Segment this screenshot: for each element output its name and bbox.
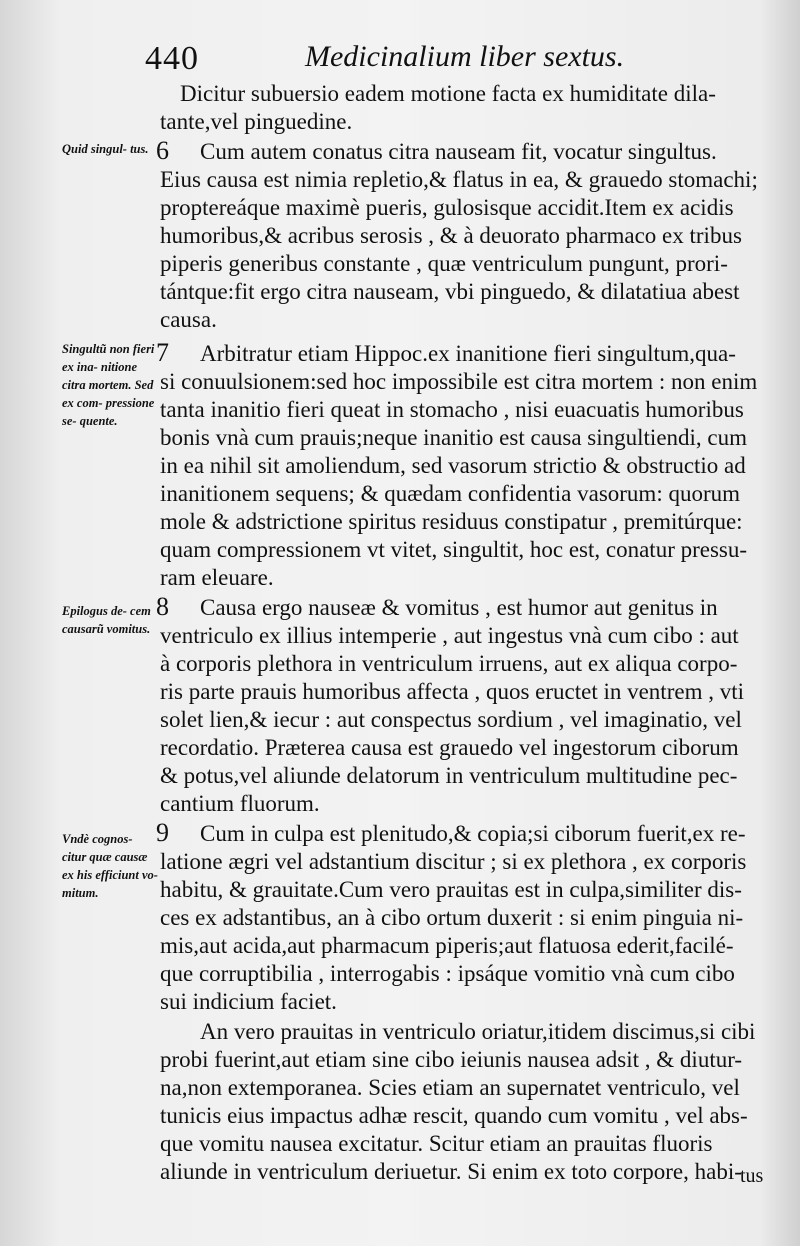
- text-line: bonis vnà cum prauis;neque inanitio est causa singultiendi, cum: [160, 425, 748, 450]
- text-line: tántque:fit ergo citra nauseam, vbi pinguedo, & dilatatiua abest: [160, 279, 740, 304]
- text-line: in ea nihil sit amoliendum, sed vasorum strictio & obstructio ad: [160, 453, 746, 478]
- paragraph-number: 6: [156, 136, 169, 165]
- paragraph-number: 8: [156, 592, 169, 621]
- text-line: Cum in culpa est plenitudo,& copia;si ciborum fuerit,ex re-: [200, 821, 746, 846]
- text-line: Cum autem conatus citra nauseam fit, vocatur singultus.: [200, 139, 717, 164]
- text-line: ris parte prauis humoribus affecta , quos eructet in ventrem , vti: [160, 679, 744, 704]
- text-line: probi fuerint,aut etiam sine cibo ieiunis nausea adsit , & diutur-: [160, 1047, 743, 1072]
- text-line: Arbitratur etiam Hippoc.ex inanitione fieri singultum,qua-: [200, 341, 736, 366]
- text-line: aliunde in ventriculum deriuetur. Si enim ex toto corpore, habi-: [160, 1159, 742, 1184]
- text-line: si conuulsionem:sed hoc impossibile est citra mortem : non enim: [160, 369, 758, 394]
- text-line: ram eleuare.: [160, 565, 274, 590]
- text-line: An vero prauitas in ventriculo oriatur,itidem discimus,si cibi: [200, 1019, 756, 1044]
- text-line: recordatio. Præterea causa est grauedo vel ingestorum ciborum: [160, 735, 739, 760]
- text-line: inanitionem sequens; & quædam confidentia vasorum: quorum: [160, 481, 741, 506]
- text-line: ces ex adstantibus, an à cibo ortum duxerit : si enim pinguia ni-: [160, 905, 744, 930]
- margin-note: Quid singul- tus.: [62, 142, 149, 156]
- margin-note: Epilogus de- cem causarũ vomitus.: [62, 604, 151, 636]
- text-line: humoribus,& acribus serosis , & à deuorato pharmaco ex tribus: [160, 223, 742, 248]
- text-line: causa.: [160, 307, 217, 332]
- text-line: tunicis eius impactus adhæ rescit, quando cum vomitu , vel abs-: [160, 1103, 748, 1128]
- page-number: 440: [145, 40, 199, 77]
- running-title: Medicinalium liber sextus.: [305, 40, 625, 73]
- catchword: tus: [740, 1165, 764, 1187]
- text-line: latione ægri vel adstantium discitur ; si ex plethora , ex corporis: [160, 849, 747, 874]
- text-line: que corruptibilia , interrogabis : ipsáque vomitio vnà cum cibo: [160, 961, 735, 986]
- text-line: ventriculo ex illius intemperie , aut ingestus vnà cum cibo : aut: [160, 623, 739, 648]
- paragraph-number: 9: [156, 818, 169, 847]
- text-line: Causa ergo nauseæ & vomitus , est humor aut genitus in: [200, 595, 718, 620]
- text-line: mis,aut acida,aut pharmacum piperis;aut flatuosa ederit,facilé-: [160, 933, 734, 958]
- text-line: & potus,vel aliunde delatorum in ventriculum multitudine pec-: [160, 763, 738, 788]
- text-line: mole & adstrictione spiritus residuus constipatur , premitúrque:: [160, 509, 743, 534]
- text-line: Eius causa est nimia repletio,& flatus in ea, & grauedo stomachi;: [160, 167, 758, 192]
- text-line: quam compressionem vt vitet, singultit, hoc est, conatur pressu-: [160, 537, 748, 562]
- text-line: habitu, & grauitate.Cum vero prauitas est in culpa,similiter dis-: [160, 877, 742, 902]
- margin-note: Vndè cognos- citur quæ causæ ex his efficiunt vo- mitum.: [62, 832, 158, 900]
- margin-note: Singultũ non fieri ex ina- nitione citra mortem. Sed ex com- pressione se- quente.: [62, 342, 155, 428]
- text-line: Dicitur subuersio eadem motione facta ex humiditate dila-: [180, 81, 716, 106]
- text-line: proptereáque maximè pueris, gulosisque accidit.Item ex acidis: [160, 195, 734, 220]
- text-line: piperis generibus constante , quæ ventriculum pungunt, prori-: [160, 251, 728, 276]
- text-line: sui indicium faciet.: [160, 989, 337, 1014]
- paragraph-number: 7: [156, 338, 169, 367]
- text-line: à corporis plethora in ventriculum irruens, aut ex aliqua corpo-: [160, 651, 738, 676]
- text-line: que vomitu nausea excitatur. Scitur etiam an prauitas fluoris: [160, 1131, 713, 1156]
- text-line: cantium fluorum.: [160, 791, 320, 816]
- text-line: tanta inanitio fieri queat in stomacho , nisi euacuatis humoribus: [160, 397, 744, 422]
- text-line: na,non extemporanea. Scies etiam an supernatet ventriculo, vel: [160, 1075, 740, 1100]
- text-line: solet lien,& iecur : aut conspectus sordium , vel imaginatio, vel: [160, 707, 742, 732]
- text-line: tante,vel pinguedine.: [160, 109, 353, 134]
